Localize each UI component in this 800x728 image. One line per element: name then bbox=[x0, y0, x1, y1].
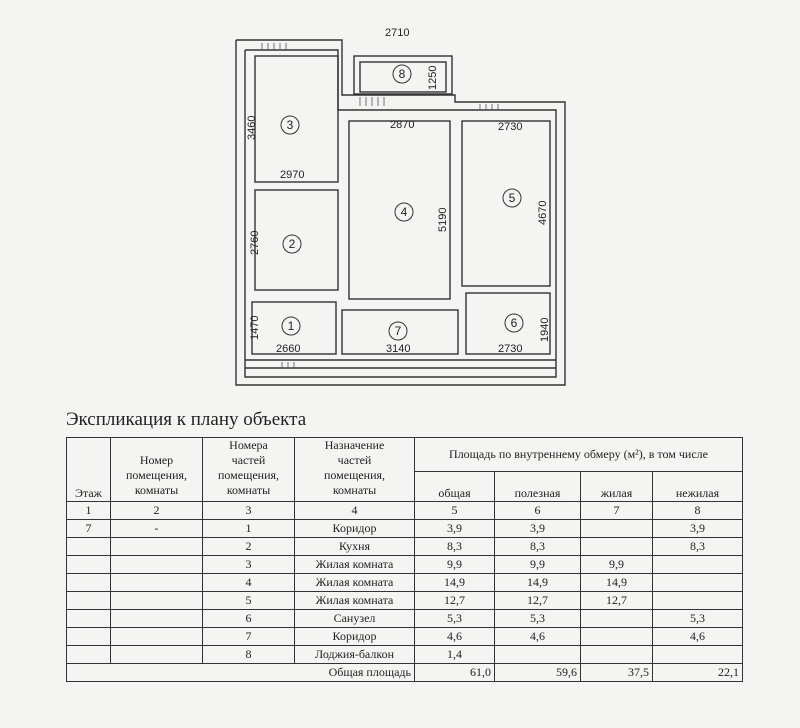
cell-nonliving bbox=[653, 592, 743, 610]
header-purpose-line: Назначение bbox=[324, 438, 385, 452]
header-part-number-line: комнаты bbox=[226, 483, 271, 497]
table-row bbox=[67, 610, 743, 628]
header-purpose-line: помещения, bbox=[323, 468, 386, 482]
table-row bbox=[67, 538, 743, 556]
cell-total: 9,9 bbox=[415, 556, 495, 574]
cell-useful: 9,9 bbox=[495, 556, 581, 574]
column-index: 1 bbox=[67, 502, 111, 520]
cell-part: 4 bbox=[203, 574, 295, 592]
header-area-group: Площадь по внутреннему обмеру (м²), в том числе bbox=[415, 438, 743, 472]
cell-living bbox=[581, 538, 653, 556]
cell-room bbox=[111, 646, 203, 664]
dim-2660: 2660 bbox=[276, 343, 301, 355]
cell-living bbox=[581, 646, 653, 664]
column-index: 8 bbox=[653, 502, 743, 520]
cell-part: 8 bbox=[203, 646, 295, 664]
cell-total: 3,9 bbox=[415, 520, 495, 538]
header-floor: Этаж bbox=[67, 438, 111, 502]
cell-floor bbox=[67, 556, 111, 574]
header-part-number-line: частей bbox=[231, 453, 266, 467]
header-nonliving: нежилая bbox=[653, 472, 743, 502]
dim-4670: 4670 bbox=[537, 200, 549, 225]
dim-3140: 3140 bbox=[386, 343, 411, 355]
cell-living bbox=[581, 610, 653, 628]
cell-nonliving: 4,6 bbox=[653, 628, 743, 646]
column-index: 2 bbox=[111, 502, 203, 520]
cell-floor: 7 bbox=[67, 520, 111, 538]
room-number-5: 5 bbox=[508, 191, 516, 205]
cell-room bbox=[111, 592, 203, 610]
table-body bbox=[67, 520, 743, 664]
header-living: жилая bbox=[581, 472, 653, 502]
totals-label: Общая площадь bbox=[67, 664, 415, 682]
cell-room bbox=[111, 628, 203, 646]
header-purpose bbox=[295, 438, 415, 502]
cell-room: - bbox=[111, 520, 203, 538]
column-index: 6 bbox=[495, 502, 581, 520]
dim-2760: 2760 bbox=[249, 230, 261, 255]
column-index: 5 bbox=[415, 502, 495, 520]
totals-nonliving: 22,1 bbox=[653, 664, 743, 682]
cell-name: Коридор bbox=[295, 628, 415, 646]
header-room-number bbox=[111, 438, 203, 502]
totals-useful: 59,6 bbox=[495, 664, 581, 682]
cell-part: 5 bbox=[203, 592, 295, 610]
dim-3460: 3460 bbox=[246, 115, 258, 140]
cell-floor bbox=[67, 574, 111, 592]
room-number-4: 4 bbox=[400, 205, 408, 219]
column-index: 3 bbox=[203, 502, 295, 520]
cell-living: 12,7 bbox=[581, 592, 653, 610]
cell-floor bbox=[67, 610, 111, 628]
cell-living: 14,9 bbox=[581, 574, 653, 592]
cell-total: 4,6 bbox=[415, 628, 495, 646]
cell-floor bbox=[67, 538, 111, 556]
cell-room bbox=[111, 556, 203, 574]
cell-nonliving bbox=[653, 574, 743, 592]
cell-useful: 4,6 bbox=[495, 628, 581, 646]
room-number-7: 7 bbox=[394, 324, 402, 338]
explication-table bbox=[66, 437, 743, 682]
room-2-outline bbox=[255, 190, 338, 290]
cell-total: 8,3 bbox=[415, 538, 495, 556]
cell-total: 5,3 bbox=[415, 610, 495, 628]
room-number-6: 6 bbox=[510, 316, 518, 330]
cell-part: 1 bbox=[203, 520, 295, 538]
cell-part: 7 bbox=[203, 628, 295, 646]
cell-name: Санузел bbox=[295, 610, 415, 628]
dim-2730-bottom: 2730 bbox=[498, 343, 523, 355]
column-index-row bbox=[67, 502, 743, 520]
header-room-number-line: комнаты bbox=[134, 483, 179, 497]
cell-useful: 8,3 bbox=[495, 538, 581, 556]
dim-1250: 1250 bbox=[427, 65, 439, 90]
column-index: 4 bbox=[295, 502, 415, 520]
explication-title: Экспликация к плану объекта bbox=[66, 409, 307, 430]
cell-useful: 5,3 bbox=[495, 610, 581, 628]
cell-living bbox=[581, 520, 653, 538]
table-row bbox=[67, 556, 743, 574]
cell-useful: 3,9 bbox=[495, 520, 581, 538]
header-room-number-line: Номер bbox=[139, 453, 174, 467]
header-purpose-line: комнаты bbox=[332, 483, 377, 497]
dim-2730-top: 2730 bbox=[498, 121, 523, 133]
dim-2710: 2710 bbox=[385, 27, 410, 39]
cell-part: 6 bbox=[203, 610, 295, 628]
cell-room bbox=[111, 610, 203, 628]
column-index: 7 bbox=[581, 502, 653, 520]
cell-total: 12,7 bbox=[415, 592, 495, 610]
cell-name: Кухня bbox=[295, 538, 415, 556]
header-part-number-line: Номера bbox=[229, 438, 268, 452]
cell-floor bbox=[67, 628, 111, 646]
dim-2870: 2870 bbox=[390, 119, 415, 131]
cell-useful: 14,9 bbox=[495, 574, 581, 592]
cell-name: Жилая комната bbox=[295, 556, 415, 574]
header-row bbox=[67, 438, 743, 472]
cell-floor bbox=[67, 592, 111, 610]
cell-part: 3 bbox=[203, 556, 295, 574]
dim-2970: 2970 bbox=[280, 169, 305, 181]
cell-part: 2 bbox=[203, 538, 295, 556]
room-number-2: 2 bbox=[288, 237, 296, 251]
cell-name: Лоджия-балкон bbox=[295, 646, 415, 664]
dim-5190: 5190 bbox=[437, 207, 449, 232]
cell-total: 1,4 bbox=[415, 646, 495, 664]
room-number-1: 1 bbox=[287, 319, 295, 333]
room-number-8: 8 bbox=[398, 67, 406, 81]
cell-name: Жилая комната bbox=[295, 592, 415, 610]
cell-nonliving bbox=[653, 646, 743, 664]
table-row bbox=[67, 646, 743, 664]
header-part-number-line: помещения, bbox=[217, 468, 280, 482]
cell-room bbox=[111, 574, 203, 592]
room-4-outline bbox=[349, 121, 450, 299]
header-part-number bbox=[203, 438, 295, 502]
header-purpose-line: частей bbox=[337, 453, 372, 467]
totals-total: 61,0 bbox=[415, 664, 495, 682]
table-row bbox=[67, 520, 743, 538]
cell-nonliving: 5,3 bbox=[653, 610, 743, 628]
table-row bbox=[67, 592, 743, 610]
dim-1940: 1940 bbox=[539, 317, 551, 342]
cell-floor bbox=[67, 646, 111, 664]
cell-total: 14,9 bbox=[415, 574, 495, 592]
cell-name: Жилая комната bbox=[295, 574, 415, 592]
cell-nonliving bbox=[653, 556, 743, 574]
cell-nonliving: 8,3 bbox=[653, 538, 743, 556]
totals-living: 37,5 bbox=[581, 664, 653, 682]
header-total: общая bbox=[415, 472, 495, 502]
cell-living bbox=[581, 628, 653, 646]
dim-1470: 1470 bbox=[249, 315, 261, 340]
totals-row bbox=[67, 664, 743, 682]
cell-nonliving: 3,9 bbox=[653, 520, 743, 538]
table-row bbox=[67, 574, 743, 592]
cell-name: Коридор bbox=[295, 520, 415, 538]
header-room-number-line: помещения, bbox=[125, 468, 188, 482]
cell-room bbox=[111, 538, 203, 556]
cell-useful: 12,7 bbox=[495, 592, 581, 610]
table-row bbox=[67, 628, 743, 646]
header-useful: полезная bbox=[495, 472, 581, 502]
cell-living: 9,9 bbox=[581, 556, 653, 574]
cell-useful bbox=[495, 646, 581, 664]
room-number-3: 3 bbox=[286, 118, 294, 132]
